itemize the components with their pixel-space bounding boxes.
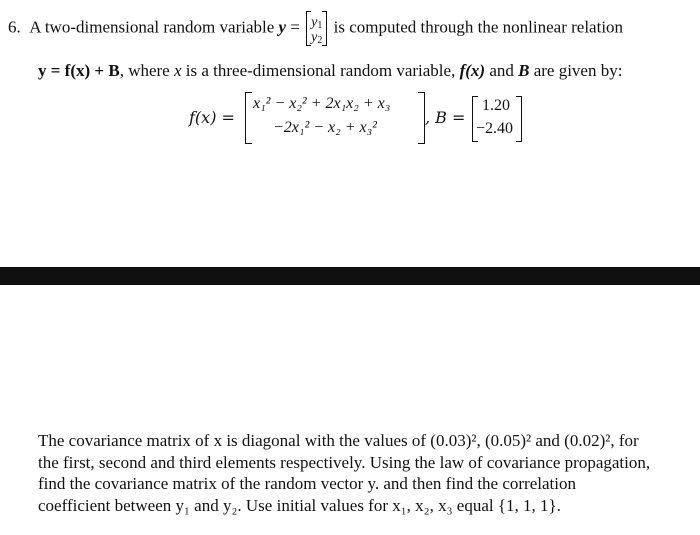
y-vector [306,11,327,46]
question-number: 6. [8,17,21,37]
fx-row-1: x₁² − x₂² + 2x₁x₂ + x₃ [253,95,391,112]
relation-tail-3: are given by: [533,61,623,80]
instructions-paragraph [38,430,678,516]
para-line-1: The covariance matrix of x is diagonal with the values of (0.03)², (0.05)² and (0.02)², for [38,431,639,450]
b-row-1: 1.20 [482,97,510,114]
vec-elem-2: y [311,30,318,45]
and-word: and [489,61,514,80]
x-symbol: x [173,61,182,80]
intro-after: is computed through the nonlinear relation [333,17,624,37]
vec-sub-1: 1 [317,20,323,31]
fx-label: f(x) = [189,108,235,127]
question-line-2 [38,61,622,81]
relation-tail-2: is a three-dimensional random variable, [185,61,456,80]
para-line-3: find the covariance matrix of the random vector y. and then find the correlation [38,474,576,493]
equals-sign: = [290,17,300,37]
b-row-2: −2.40 [476,120,514,137]
b-label: , B = [425,108,466,127]
para-line-2: the first, second and third elements respectively. Using the law of covariance propagation, [38,452,651,472]
question-line-1 [8,11,623,46]
para-line-4: coefficient between y₁ and y₂. Use initial values for x₁, x₂, x₃ equal {1, 1, 1}. [38,495,561,515]
relation-equation: y = f(x) + B [38,61,120,80]
fx-row-2: −2x₁² − x₂ + x₃² [273,119,377,136]
vec-sub-2: 2 [317,35,323,46]
intro-before: A two-dimensional random variable [29,17,275,37]
vec-elem-1: y [311,15,318,30]
relation-tail-1: , where [119,61,170,80]
fx-matrix [245,92,425,144]
fx-symbol: f(x) [459,61,486,80]
y-symbol: y [278,17,287,37]
separator-band [0,267,700,285]
b-symbol: B [518,61,530,80]
b-vector [472,96,522,142]
